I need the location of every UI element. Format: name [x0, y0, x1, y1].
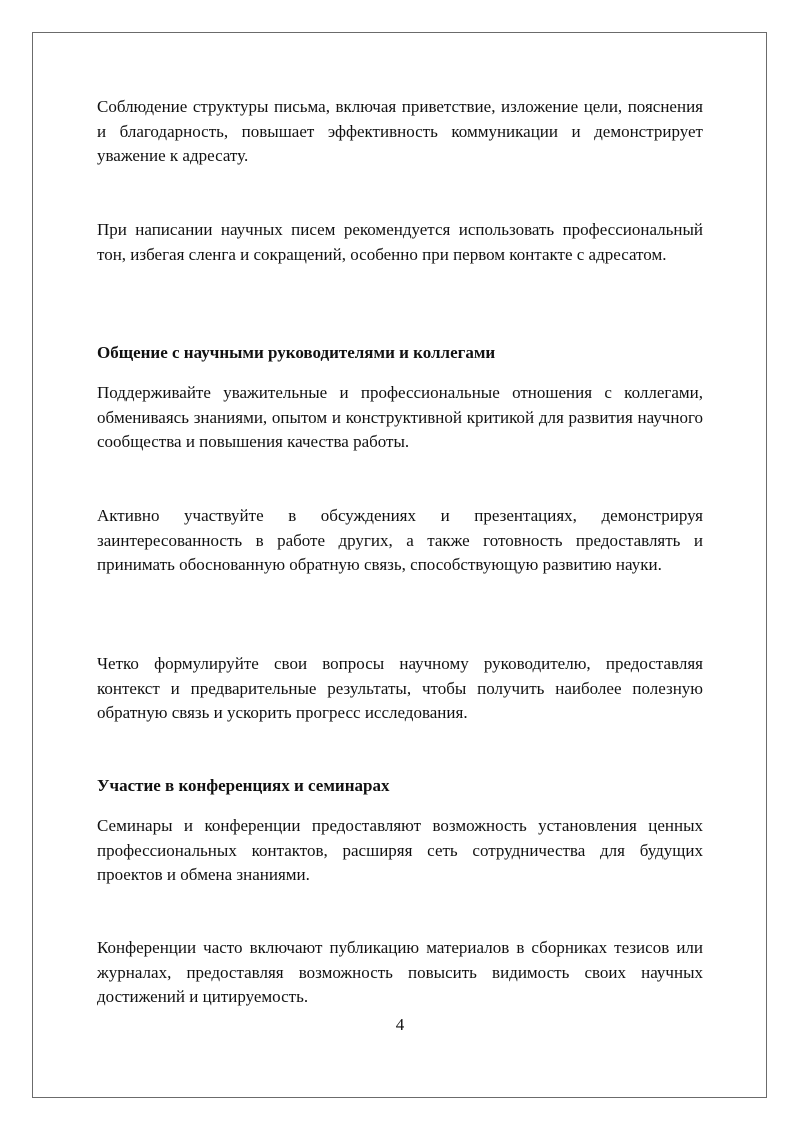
paragraph-seminar-contacts: Семинары и конференции предоставляют возможность установления ценных профессиональных контактов, расширяя сеть сотрудничества для будущих проектов и обмена знаниями. — [97, 816, 703, 884]
paragraph-respectful-relations: Поддерживайте уважительные и профессиональные отношения с коллегами, обмениваясь знаниями, опытом и конструктивной критикой для развития научного сообщества и повышения качества работы. — [97, 383, 703, 451]
paragraph-professional-tone: При написании научных писем рекомендуется использовать профессиональный тон, избегая сленга и сокращений, особенно при первом контакте с адресатом. — [97, 220, 703, 264]
paragraph-letter-structure: Соблюдение структуры письма, включая приветствие, изложение цели, пояснения и благодарность, повышает эффективность коммуникации и демонстрирует уважение к адресату. — [97, 97, 703, 165]
page-number: 4 — [395, 1015, 405, 1034]
section-heading-communication: Общение с научными руководителями и коллегами — [97, 343, 496, 362]
page-content — [97, 0, 703, 1131]
paragraph-clear-questions: Четко формулируйте свои вопросы научному руководителю, предоставляя контекст и предварительные результаты, чтобы получить наиболее полезную обратную связь и ускорить прогресс исследования. — [97, 654, 703, 722]
paragraph-active-participation: Активно участвуйте в обсуждениях и презентациях, демонстрируя заинтересованность в работе других, а также готовность предоставлять и принимать обоснованную обратную связь, способствующую развитию науки. — [97, 506, 703, 574]
paragraph-conference-publications: Конференции часто включают публикацию материалов в сборниках тезисов или журналах, предоставляя возможность повысить видимость своих научных достижений и цитируемость. — [97, 938, 703, 1006]
section-heading-conferences: Участие в конференциях и семинарах — [97, 776, 390, 795]
